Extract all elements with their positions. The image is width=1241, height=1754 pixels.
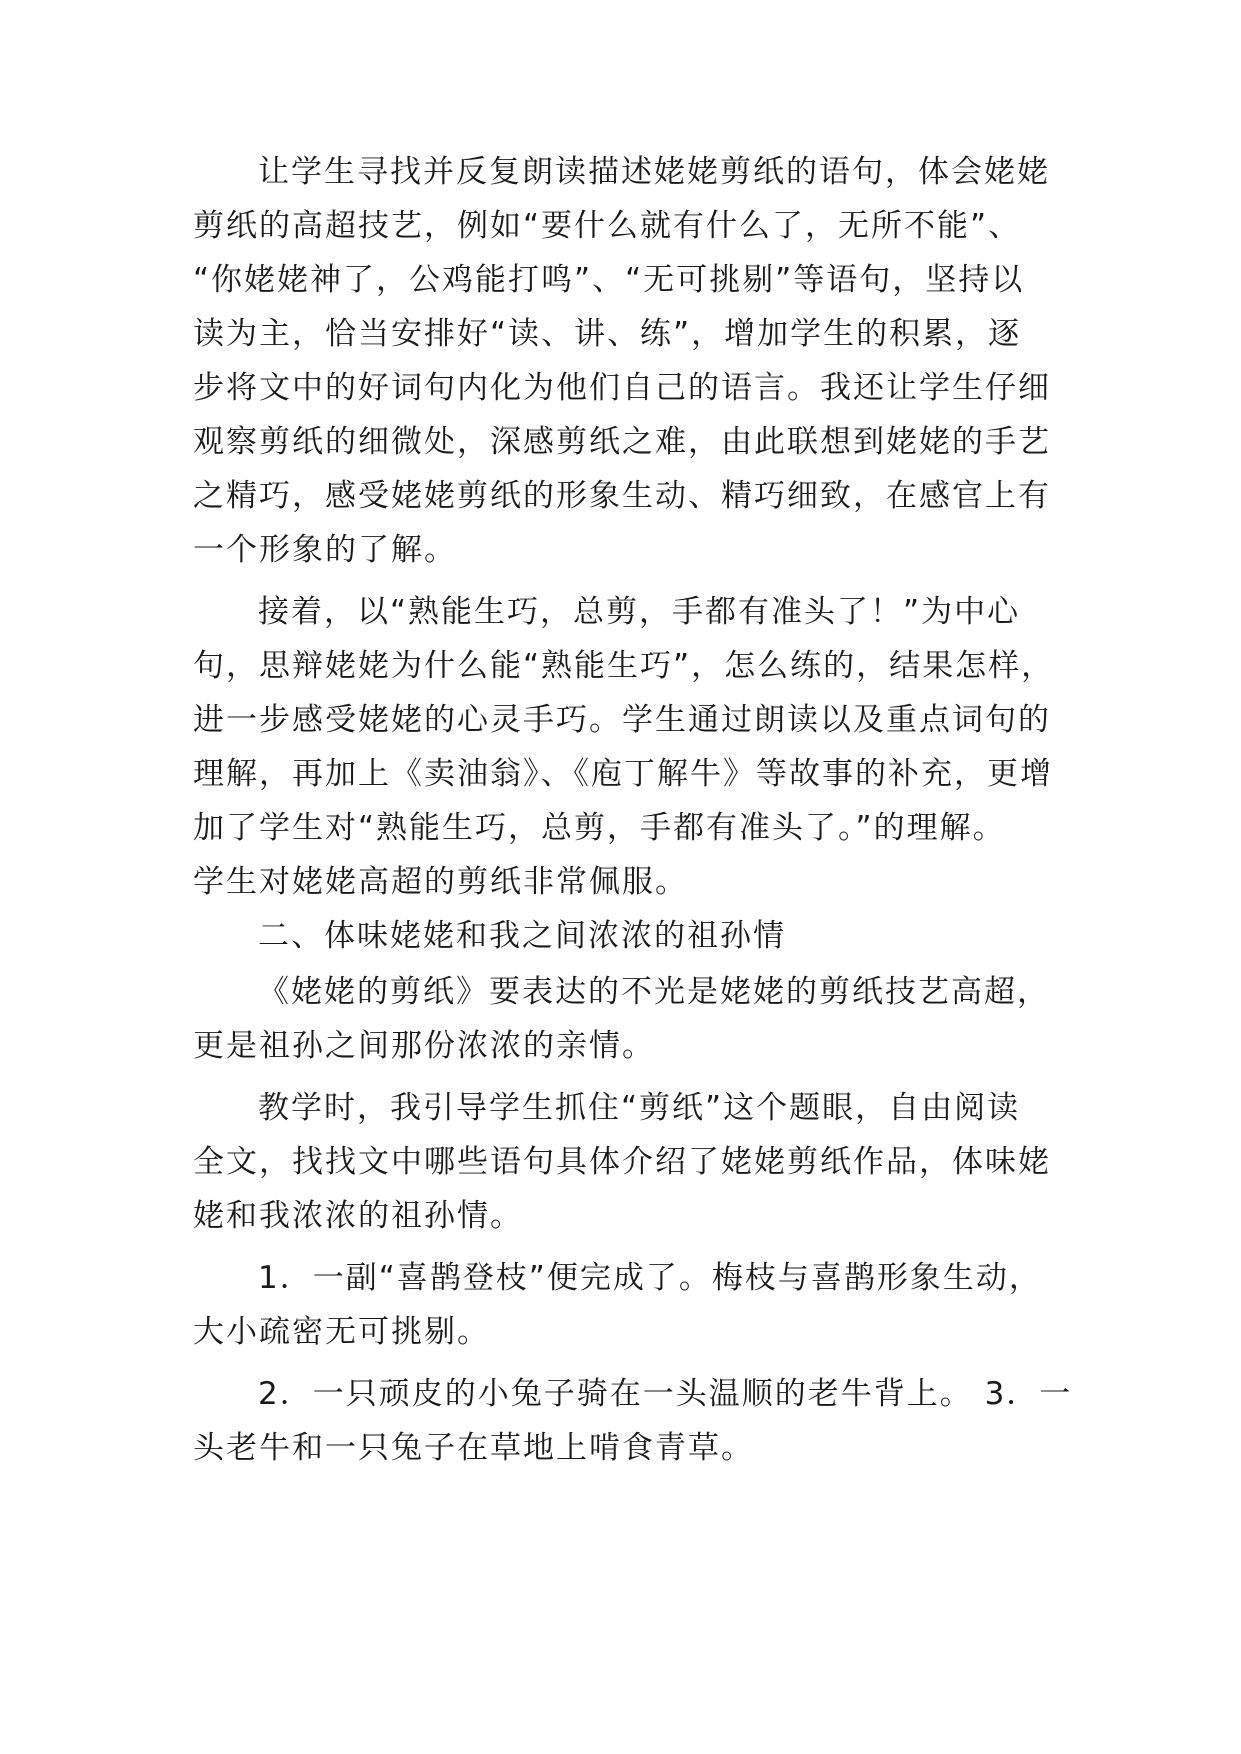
- text-line: 进一步感受姥姥的心灵手巧。学生通过朗读以及重点词句的: [193, 702, 1051, 738]
- text-line: 《姥姥的剪纸》要表达的不光是姥姥的剪纸技艺高超，: [258, 974, 1050, 1010]
- list-item: 1．一副“喜鹊登枝”便完成了。梅枝与喜鹊形象生动，: [258, 1260, 1042, 1296]
- text-line: 读为主，恰当安排好“读、讲、练”，增加学生的积累，逐: [193, 316, 1022, 352]
- text-line: 理解，再加上《卖油翁》、《庖丁解牛》等故事的补充，更增: [193, 756, 1053, 792]
- text-line: 头老牛和一只兔子在草地上啃食青草。: [193, 1430, 754, 1466]
- text-line: 接着，以“熟能生巧，总剪，手都有准头了！”为中心: [258, 594, 1021, 630]
- text-line: 大小疏密无可挑剔。: [193, 1314, 490, 1350]
- text-line: 剪纸的高超技艺，例如“要什么就有什么了，无所不能”、: [193, 208, 1022, 244]
- text-line: 一个形象的了解。: [193, 532, 457, 568]
- text-line: 更是祖孙之间那份浓浓的亲情。: [193, 1028, 655, 1064]
- text-line: 观察剪纸的细微处，深感剪纸之难，由此联想到姥姥的手艺: [193, 424, 1051, 460]
- text-line: “你姥姥神了，公鸡能打鸣”、“无可挑剔”等语句，坚持以: [193, 262, 1025, 298]
- text-line: 句，思辩姥姥为什么能“熟能生巧”，怎么练的，结果怎样，: [193, 648, 1055, 684]
- section-heading: 二、体味姥姥和我之间浓浓的祖孙情: [258, 918, 786, 954]
- text-line: 全文，找找文中哪些语句具体介绍了姥姥剪纸作品，体味姥: [193, 1144, 1051, 1180]
- text-line: 让学生寻找并反复朗读描述姥姥剪纸的语句，体会姥姥: [258, 154, 1050, 190]
- text-line: 教学时，我引导学生抓住“剪纸”这个题眼，自由阅读: [258, 1090, 1021, 1126]
- text-line: 步将文中的好词句内化为他们自己的语言。我还让学生仔细: [193, 370, 1051, 406]
- text-line: 加了学生对“熟能生巧，总剪，手都有准头了。”的理解。: [193, 810, 1006, 846]
- list-item: 2．一只顽皮的小兔子骑在一头温顺的老牛背上。 3．一: [258, 1376, 1073, 1412]
- text-line: 学生对姥姥高超的剪纸非常佩服。: [193, 864, 688, 900]
- text-line: 之精巧，感受姥姥剪纸的形象生动、精巧细致，在感官上有: [193, 478, 1051, 514]
- text-line: 姥和我浓浓的祖孙情。: [193, 1198, 523, 1234]
